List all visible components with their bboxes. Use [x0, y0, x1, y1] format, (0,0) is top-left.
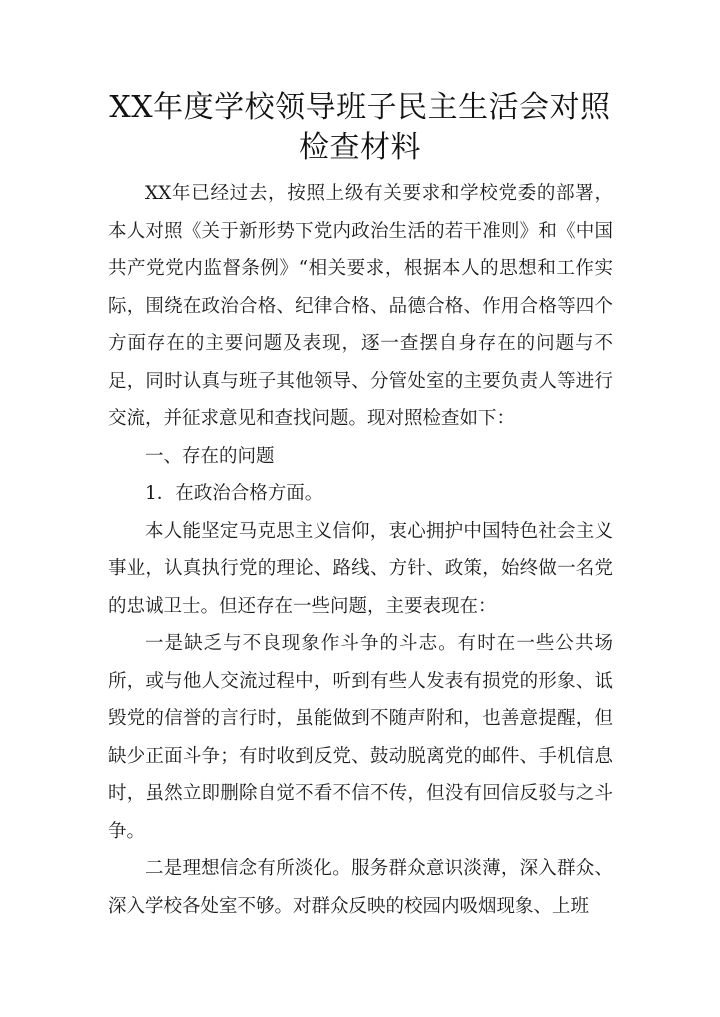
- paragraph-political-overview: 本人能坚定马克思主义信仰，衷心拥护中国特色社会主义事业，认真执行党的理论、路线、方针、政策，始终做一名党的忠诚卫士。但还存在一些问题，主要表现在：: [108, 520, 613, 617]
- section-heading-problems: 一、存在的问题: [145, 445, 275, 467]
- paragraph-issue-two: 二是理想信念有所淡化。服务群众意识淡薄，深入群众、深入学校各处室不够。对群众反映的校园内吸烟现象、上班: [108, 858, 613, 917]
- paragraph-issue-one: 一是缺乏与不良现象作斗争的斗志。有时在一些公共场所，或与他人交流过程中，听到有些人发表有损党的形象、诋毁党的信誉的言行时，虽能做到不随声附和，也善意提醒，但缺少正面斗争；有时收到反党、鼓动脱离党的邮件、手机信息时，虽然立即删除自觉不看不信不传，但没有回信反驳与之斗争。: [108, 633, 613, 842]
- document-body: [108, 175, 613, 925]
- subsection-heading-political: 1．在政治合格方面。: [145, 483, 324, 504]
- paragraph-intro: XX年已经过去，按照上级有关要求和学校党委的部署，本人对照《关于新形势下党内政治生活的若干准则》和《中国共产党党内监督条例》“相关要求，根据本人的思想和工作实际，围绕在政治合格、纪律合格、品德合格、作用合格等四个方面存在的主要问题及表现，逐一查摆自身存在的问题与不足，同时认真与班子其他领导、分管处室的主要负责人等进行交流，并征求意见和查找问题。现对照检查如下：: [108, 183, 613, 429]
- document-title: XX年度学校领导班子民主生活会对照检查材料: [109, 90, 611, 165]
